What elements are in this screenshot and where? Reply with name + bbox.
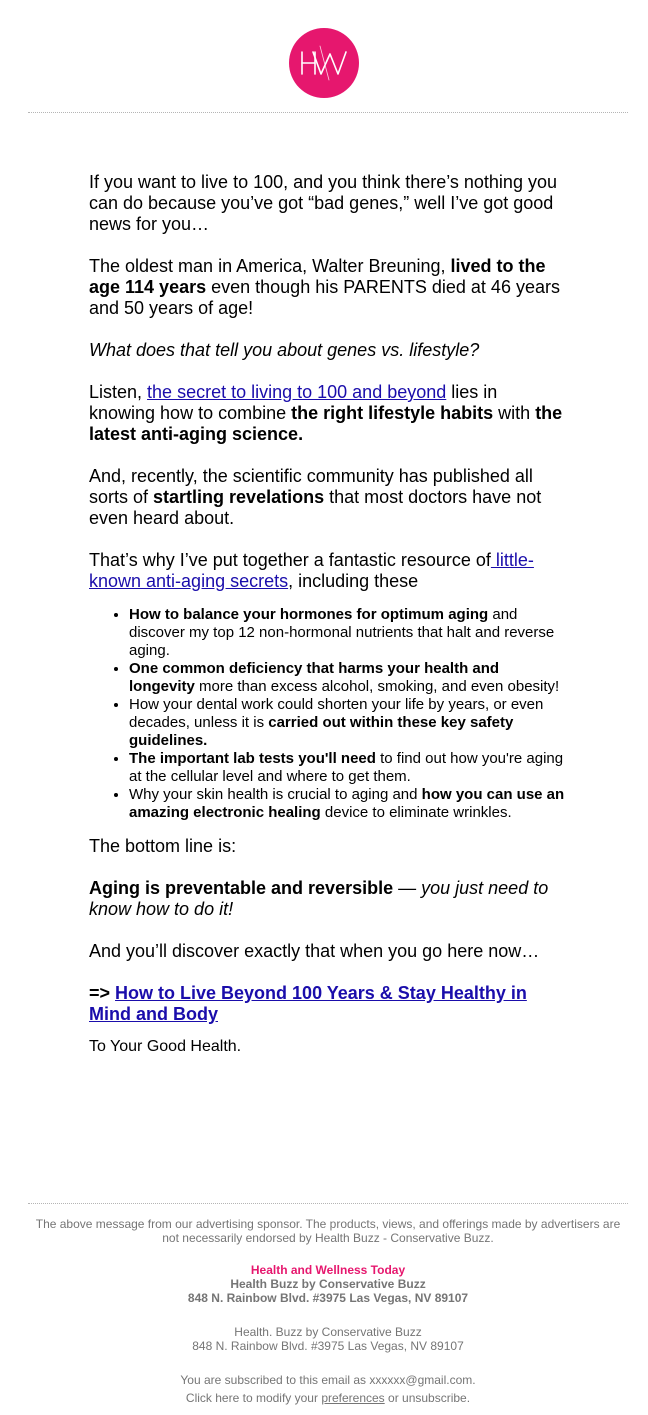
- text: with: [493, 403, 536, 423]
- text: That’s why I’ve put together a fantastic resource of: [89, 550, 491, 570]
- discover-paragraph: And you’ll discover exactly that when you go here now…: [89, 941, 540, 961]
- cta-paragraph: [89, 983, 567, 1025]
- emphasis: carried out within these key safety guidelines.: [129, 714, 514, 749]
- italic-text: you just need to know how to do it!: [89, 878, 549, 919]
- footer-divider: [28, 1203, 628, 1204]
- text: lies in knowing how to combine: [89, 382, 498, 423]
- text: Why your skin health is crucial to aging and: [129, 786, 422, 803]
- text: How your dental work could shorten your life by years, or even decades, unless it is: [129, 696, 544, 731]
- subscription-note: You are subscribed to this email as xxxxxx@gmail.com.: [180, 1373, 476, 1387]
- text: Listen,: [89, 382, 148, 402]
- sponsor-name: Health and Wellness Today: [250, 1263, 406, 1277]
- sponsor-line: Health Buzz by Conservative Buzz: [230, 1277, 426, 1291]
- preferences-line: [28, 1391, 628, 1405]
- revelations-paragraph: [89, 466, 567, 529]
- emphasis: Aging is preventable and reversible: [89, 878, 394, 898]
- text: to find out how you're aging at the cellular level and where to get them.: [129, 750, 564, 785]
- emphasis: the right lifestyle habits: [291, 403, 494, 423]
- list-item: [129, 786, 567, 822]
- emphasis: One common deficiency that harms your health and longevity: [129, 660, 500, 695]
- question-paragraph: [89, 340, 567, 361]
- hw-logo-icon: [289, 28, 359, 98]
- secrets-list: [89, 606, 567, 822]
- text: device to eliminate wrinkles.: [320, 804, 512, 821]
- preferences-link[interactable]: preferences: [321, 1391, 385, 1405]
- text: , including these: [288, 571, 419, 591]
- brand-logo[interactable]: [289, 28, 359, 98]
- preventable-paragraph: [89, 878, 567, 920]
- top-divider: [28, 112, 628, 113]
- sponsor-address: 848 N. Rainbow Blvd. #3975 Las Vegas, NV 89107: [187, 1291, 469, 1305]
- text: and discover my top 12 non-hormonal nutrients that halt and reverse aging.: [129, 606, 555, 659]
- emphasis: how you can use an amazing electronic healing: [129, 786, 565, 821]
- email-body: [89, 172, 567, 1078]
- cta-link[interactable]: How to Live Beyond 100 Years & Stay Healthy in Mind and Body: [89, 983, 527, 1024]
- publisher-name: Health. Buzz by Conservative Buzz: [234, 1325, 422, 1339]
- emphasis: lived to the age 114 years: [89, 256, 546, 297]
- list-item: [129, 606, 567, 660]
- intro-paragraph: If you want to live to 100, and you think there’s nothing you can do because you’ve got “bad genes,” well I’ve got good news for you…: [89, 172, 557, 234]
- text: Click here to modify your: [185, 1391, 322, 1405]
- resource-paragraph: [89, 550, 567, 592]
- text: more than excess alcohol, smoking, and even obesity!: [194, 678, 560, 695]
- signoff: To Your Good Health.: [89, 1038, 242, 1055]
- emphasis: the latest anti-aging science.: [89, 403, 563, 444]
- text: even though his PARENTS died at 46 years and 50 years of age!: [89, 277, 560, 318]
- text: And, recently, the scientific community has published all sorts of: [89, 466, 533, 507]
- walter-paragraph: [89, 256, 567, 319]
- emphasis: startling revelations: [153, 487, 325, 507]
- disclaimer: The above message from our advertising sponsor. The products, views, and offerings made by advertisers are not necessarily endorsed by Health Buzz - Conservative Buzz.: [35, 1217, 621, 1245]
- list-item: [129, 750, 567, 786]
- cta-arrow: =>: [89, 983, 116, 1003]
- text: —: [393, 878, 422, 898]
- text: or unsubscribe.: [384, 1391, 471, 1405]
- footer: [28, 1217, 628, 1405]
- text: that most doctors have not even heard about.: [89, 487, 542, 528]
- question-text: What does that tell you about genes vs. lifestyle?: [89, 340, 480, 360]
- emphasis: The important lab tests you'll need: [129, 750, 376, 767]
- bottom-line-paragraph: The bottom line is:: [89, 836, 237, 856]
- secret-paragraph: [89, 382, 567, 445]
- list-item: [129, 660, 567, 696]
- anti-aging-secrets-link[interactable]: little-known anti-aging secrets: [89, 550, 534, 591]
- text: The oldest man in America, Walter Breuning,: [89, 256, 451, 276]
- list-item: [129, 696, 567, 750]
- emphasis: How to balance your hormones for optimum aging: [129, 606, 489, 623]
- secret-link[interactable]: the secret to living to 100 and beyond: [147, 382, 447, 402]
- publisher-address: 848 N. Rainbow Blvd. #3975 Las Vegas, NV 89107: [192, 1339, 464, 1353]
- header: [0, 28, 648, 103]
